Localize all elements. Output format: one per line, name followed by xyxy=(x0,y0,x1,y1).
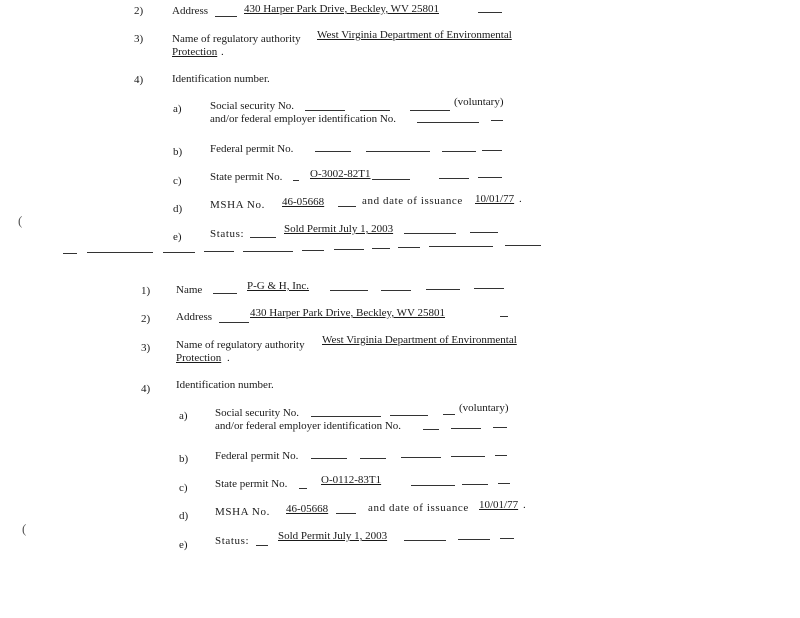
sub-item-letter: a) xyxy=(179,410,188,422)
federal-permit-label: Federal permit No. xyxy=(215,450,299,462)
item-number: 2) xyxy=(141,313,151,325)
fein-label: and/or federal employer identification No. xyxy=(210,113,397,125)
state-permit-value: O-0112-83T1 xyxy=(321,474,382,486)
issuance-date: 10/01/77 xyxy=(479,499,519,511)
state-permit-label: State permit No. xyxy=(215,478,288,490)
regulatory-authority-value: West Virginia Department of Environmental xyxy=(322,334,517,346)
msha-label: MSHA No. xyxy=(210,199,265,211)
regulatory-authority-label: Name of regulatory authority xyxy=(176,339,305,351)
period: . xyxy=(519,193,522,205)
status-value: Sold Permit July 1, 2003 xyxy=(278,530,388,542)
sub-item-letter: c) xyxy=(173,175,182,187)
regulatory-authority-value: West Virginia Department of Environmental xyxy=(317,29,512,41)
sub-item-letter: e) xyxy=(173,231,182,243)
identification-number-heading: Identification number. xyxy=(176,379,274,391)
state-permit-label: State permit No. xyxy=(210,171,283,183)
msha-label: MSHA No. xyxy=(215,506,270,518)
margin-mark: ( xyxy=(22,521,27,536)
item-number: 2) xyxy=(134,5,144,17)
ssn-label: Social security No. xyxy=(210,100,295,112)
sub-item-letter: b) xyxy=(173,146,183,158)
period: . xyxy=(221,46,224,58)
msha-value: 46-05668 xyxy=(282,196,325,208)
item-number: 4) xyxy=(141,383,151,395)
state-permit-value: O-3002-82T1 xyxy=(310,168,371,180)
federal-permit-label: Federal permit No. xyxy=(210,143,294,155)
period: . xyxy=(523,499,526,511)
item-number: 3) xyxy=(134,33,144,45)
sub-item-letter: d) xyxy=(173,203,183,215)
regulatory-authority-value-cont: Protection xyxy=(172,46,218,58)
status-label: Status: xyxy=(215,535,250,547)
status-value: Sold Permit July 1, 2003 xyxy=(284,223,394,235)
issuance-date: 10/01/77 xyxy=(475,193,515,205)
regulatory-authority-label: Name of regulatory authority xyxy=(172,33,301,45)
item-number: 3) xyxy=(141,342,151,354)
fein-label: and/or federal employer identification No. xyxy=(215,420,402,432)
ssn-label: Social security No. xyxy=(215,407,300,419)
sub-item-letter: e) xyxy=(179,539,188,551)
regulatory-authority-value-cont: Protection xyxy=(176,352,222,364)
status-label: Status: xyxy=(210,228,245,240)
msha-value: 46-05668 xyxy=(286,503,329,515)
voluntary-note: (voluntary) xyxy=(459,402,509,414)
issuance-label: and date of issuance xyxy=(368,502,469,514)
address-label: Address xyxy=(172,5,209,17)
sub-item-letter: c) xyxy=(179,482,188,494)
sub-item-letter: b) xyxy=(179,453,189,465)
identification-number-heading: Identification number. xyxy=(172,73,270,85)
period: . xyxy=(227,352,230,364)
name-value: P-G & H, Inc. xyxy=(247,280,310,292)
address-label: Address xyxy=(176,311,213,323)
address-value: 430 Harper Park Drive, Beckley, WV 25801 xyxy=(250,307,445,319)
item-number: 1) xyxy=(141,285,151,297)
item-number: 4) xyxy=(134,74,144,86)
sub-item-letter: d) xyxy=(179,510,189,522)
sub-item-letter: a) xyxy=(173,103,182,115)
address-value: 430 Harper Park Drive, Beckley, WV 25801 xyxy=(244,3,439,15)
issuance-label: and date of issuance xyxy=(362,195,463,207)
voluntary-note: (voluntary) xyxy=(454,96,504,108)
margin-mark: ( xyxy=(18,213,23,228)
name-label: Name xyxy=(176,284,203,296)
